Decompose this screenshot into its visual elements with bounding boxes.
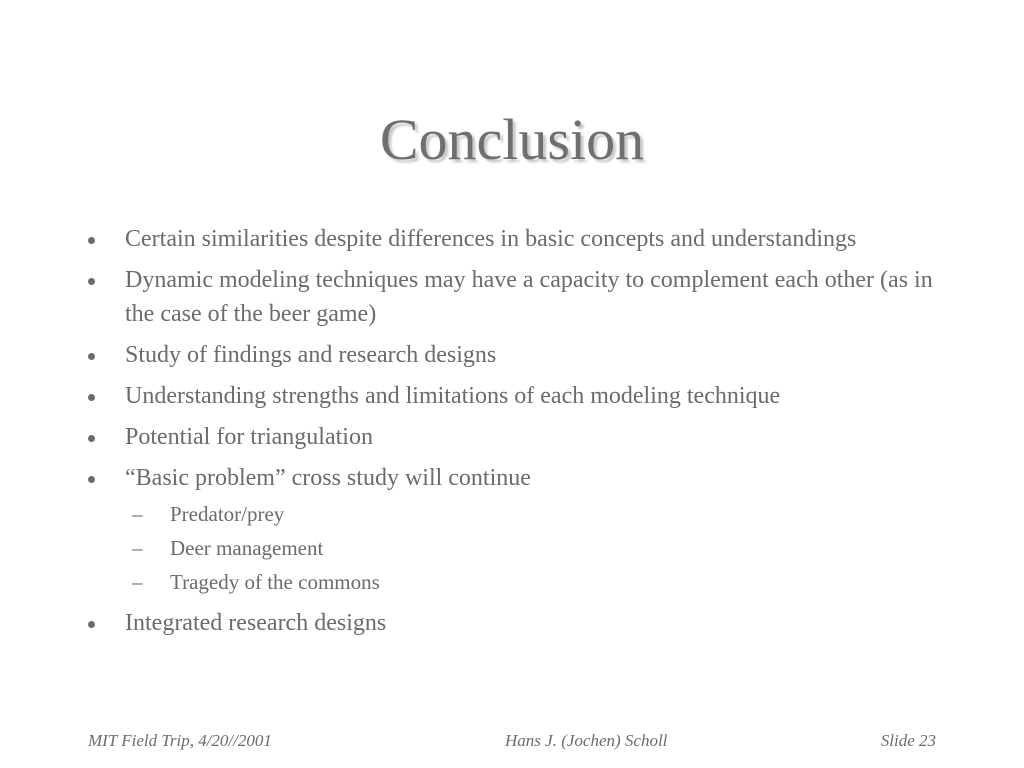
bullet-item bbox=[84, 263, 944, 331]
bullet-text: Study of findings and research designs bbox=[125, 342, 497, 368]
sub-bullet-text: Tragedy of the commons bbox=[170, 570, 380, 594]
bullet-dot-icon bbox=[88, 278, 95, 285]
bullet-text: Certain similarities despite differences in basic concepts and understandings bbox=[125, 226, 857, 252]
dash-icon: – bbox=[132, 570, 143, 594]
bullet-item bbox=[84, 420, 944, 454]
dash-icon: – bbox=[132, 502, 143, 526]
dash-icon: – bbox=[132, 536, 143, 560]
sub-bullet-text: Predator/prey bbox=[170, 502, 285, 526]
sub-bullet-item bbox=[125, 565, 944, 599]
slide-footer bbox=[0, 731, 1024, 755]
bullet-item bbox=[84, 461, 944, 599]
bullet-text: Dynamic modeling techniques may have a capacity to complement each other (as in the case of the beer game) bbox=[125, 267, 933, 327]
bullet-text: “Basic problem” cross study will continue bbox=[125, 465, 531, 491]
bullet-item bbox=[84, 222, 944, 256]
footer-event-date: MIT Field Trip, 4/20//2001 bbox=[88, 731, 272, 750]
sub-bullet-text: Deer management bbox=[170, 536, 324, 560]
bullet-text: Potential for triangulation bbox=[125, 424, 373, 450]
slide-title: Conclusion bbox=[379, 107, 645, 172]
footer-slide-number: Slide 23 bbox=[880, 731, 936, 750]
bullet-text: Integrated research designs bbox=[125, 610, 387, 636]
bullet-list bbox=[84, 222, 944, 647]
bullet-dot-icon bbox=[88, 621, 95, 628]
sub-bullet-item bbox=[125, 497, 944, 531]
bullet-dot-icon bbox=[88, 435, 95, 442]
bullet-item bbox=[84, 338, 944, 372]
bullet-dot-icon bbox=[88, 394, 95, 401]
bullet-item bbox=[84, 606, 944, 640]
sub-bullet-item bbox=[125, 531, 944, 565]
bullet-dot-icon bbox=[88, 353, 95, 360]
footer-author: Hans J. (Jochen) Scholl bbox=[505, 731, 668, 750]
sub-bullet-list bbox=[125, 497, 944, 599]
bullet-item bbox=[84, 379, 944, 413]
bullet-dot-icon bbox=[88, 237, 95, 244]
bullet-text: Understanding strengths and limitations of each modeling technique bbox=[125, 383, 781, 409]
bullet-dot-icon bbox=[88, 476, 95, 483]
